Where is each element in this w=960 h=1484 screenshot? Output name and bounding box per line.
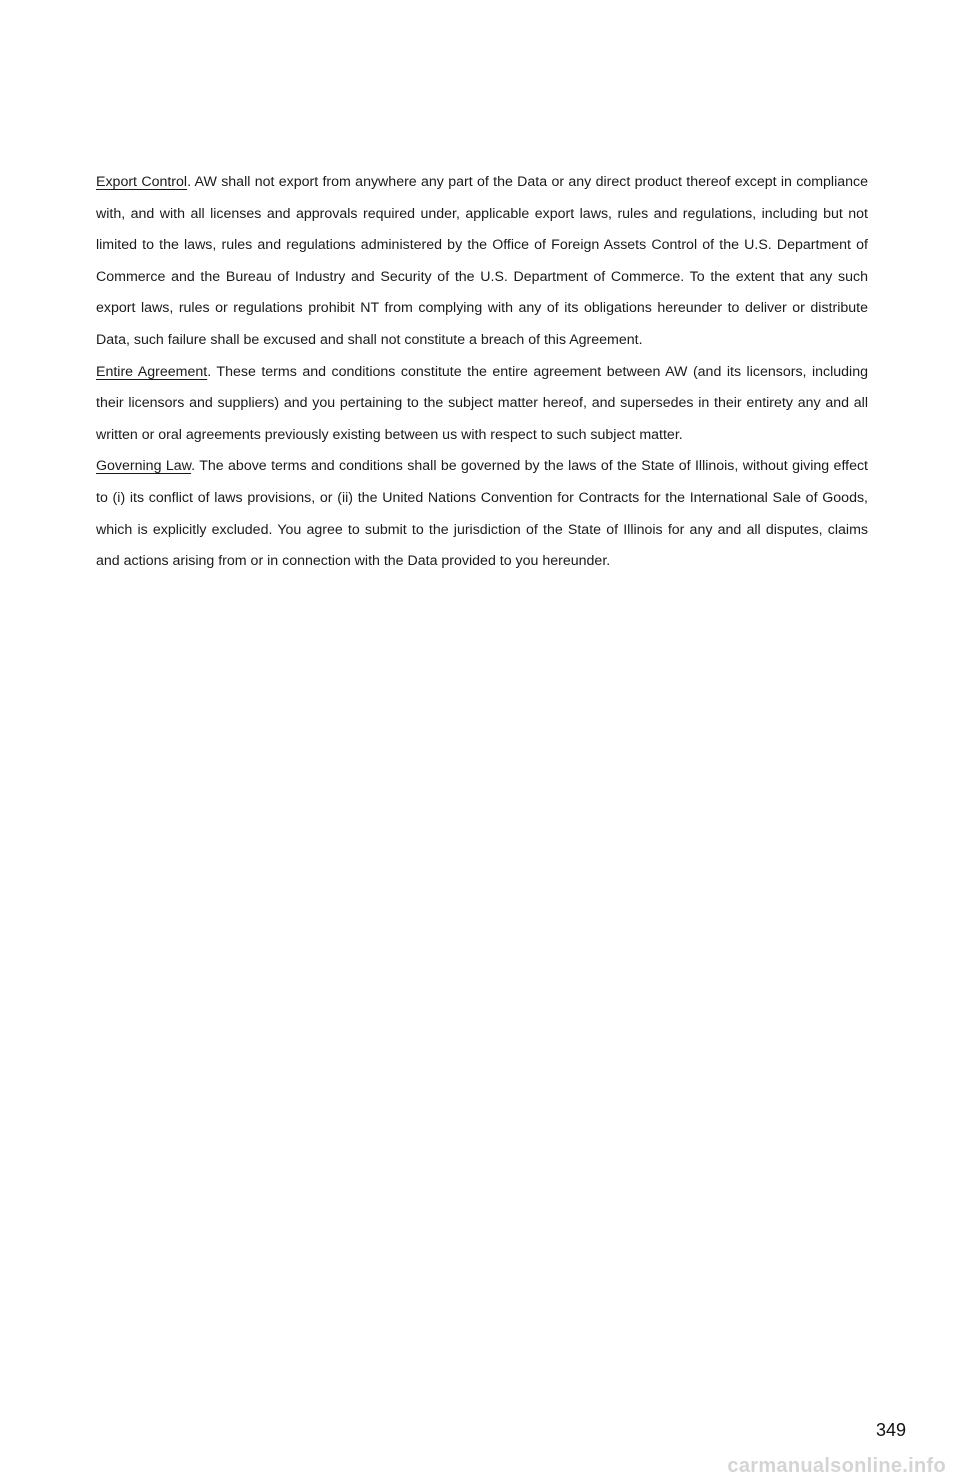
entire-agreement-paragraph xyxy=(96,357,868,452)
export-control-text: . AW shall not export from anywhere any part of the Data or any direct product thereof except in compliance with, and with all licenses and approvals required under, applicable export laws, rules and regulations, including but not limited to the laws, rules and regulations administered by the Office of Foreign Assets Control of the U.S. Department of Commerce and the Bureau of Industry and Security of the U.S. Department of Commerce. To the extent that any such export laws, rules or regulations prohibit NT from complying with any of its obligations hereunder to deliver or distribute Data, such failure shall be excused and shall not constitute a breach of this Agreement. xyxy=(96,174,868,348)
governing-law-text: . The above terms and conditions shall be governed by the laws of the State of Illinois, without giving effect to (i) its conflict of laws provisions, or (ii) the United Nations Convention for Contracts for the International Sale of Goods, which is explicitly excluded. You agree to submit to the jurisdiction of the State of Illinois for any and all disputes, claims and actions arising from or in connection with the Data provided to you hereunder. xyxy=(96,458,868,570)
entire-agreement-heading: Entire Agreement xyxy=(96,363,208,380)
watermark: carmanualsonline.info xyxy=(727,1455,946,1477)
export-control-paragraph xyxy=(96,167,868,357)
document-body xyxy=(96,167,868,578)
export-control-heading: Export Control xyxy=(96,174,188,190)
page-number: 349 xyxy=(875,1420,906,1440)
governing-law-heading: Governing Law xyxy=(96,458,192,475)
governing-law-paragraph xyxy=(96,451,868,577)
entire-agreement-text: . These terms and conditions constitute the entire agreement between AW (and its licensors, including their licensors and suppliers) and you pertaining to the subject matter hereof, and supersedes in their entirety any and all written or oral agreements previously existing between us with respect to such subject matter. xyxy=(96,363,868,443)
